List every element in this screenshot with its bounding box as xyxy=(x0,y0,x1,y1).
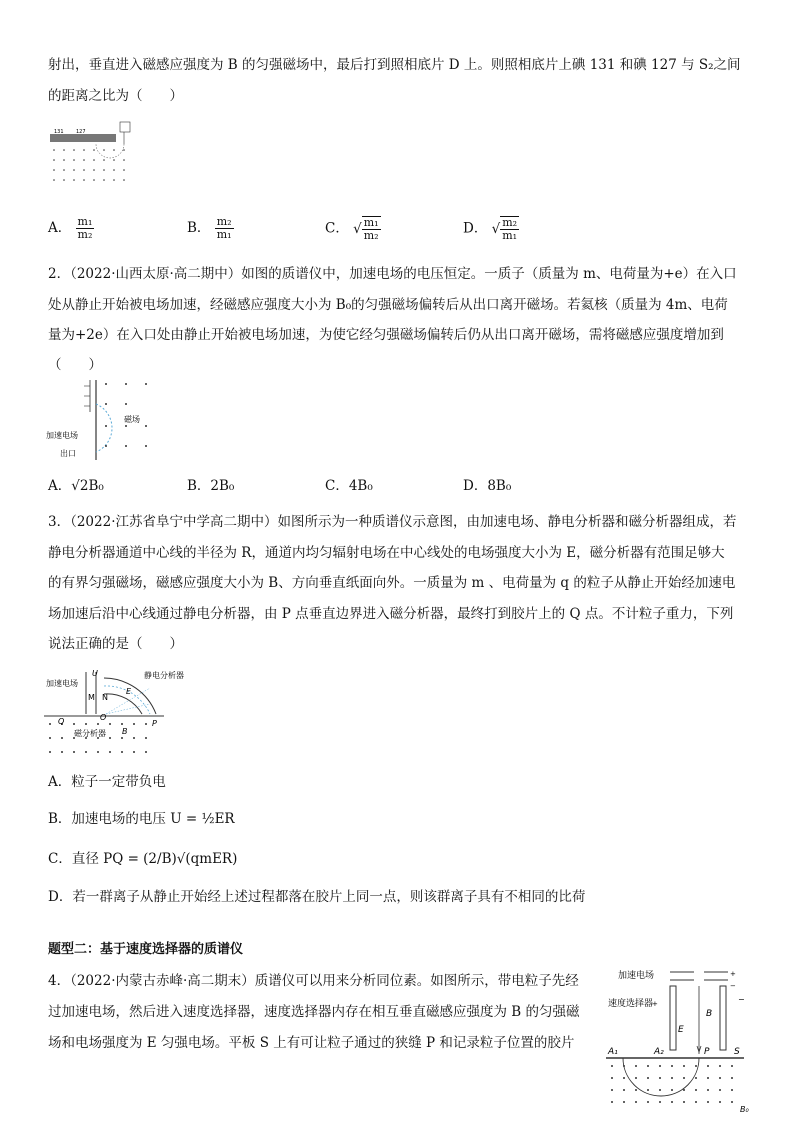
q2-line-4: （ ） xyxy=(48,357,102,373)
q3-label-mag: 磁分析器 xyxy=(74,729,106,738)
q4-label-s: S xyxy=(734,1047,740,1057)
q4-label-accel: 加速电场 xyxy=(618,971,655,981)
q2-option-a[interactable]: A．√2B₀ xyxy=(48,478,104,494)
q3-label-static: 静电分析器 xyxy=(144,671,184,680)
q2-option-d[interactable]: D．8B₀ xyxy=(463,478,512,494)
q2-line-3: 量为+2e）在入口处由静止开始被电场加速，为使它经匀强磁场偏转后仍从出口离开磁场，需将磁感应强度增加到 xyxy=(48,327,724,343)
q3-label-m: M xyxy=(88,693,95,702)
q1-option-d[interactable]: D． √ $\frac{\text{m₂}}{\text{m₁}}$ xyxy=(463,216,518,242)
q3-figure xyxy=(44,664,194,762)
section-heading: 题型二：基于速度选择器的质谱仪 xyxy=(48,942,244,957)
q2-line-1: 2．（2022·山西太原·高二期中）如图的质谱仪中，加速电场的电压恒定。一质子（质量为 m、电荷量为+e）在入口 xyxy=(48,266,737,282)
q3-option-b[interactable]: B．加速电场的电压 U = ½ER xyxy=(48,811,235,827)
q3-label-e: E xyxy=(126,687,132,696)
q4-label-selector: 速度选择器 xyxy=(608,999,654,1009)
q2-figure xyxy=(44,376,164,462)
q2-line-2: 处从静止开始被电场加速，经磁感应强度大小为 B₀的匀强磁场偏转后从出口离开磁场。若氦核（质量为 4m、电荷 xyxy=(48,297,728,313)
q1-label-127: 127 xyxy=(76,129,86,135)
q3-line-3: 的有界匀强磁场，磁感应强度大小为 B、方向垂直纸面向外。一质量为 m 、电荷量为 q 的粒子从静止开始经加速电 xyxy=(48,575,736,591)
q4-plus-top: + xyxy=(730,970,736,978)
q3-label-b: B xyxy=(122,727,128,736)
q4-label-b0: B₀ xyxy=(740,1105,749,1114)
q1-figure xyxy=(48,120,138,186)
q4-label-a1: A₁ xyxy=(608,1047,618,1057)
q4-plus-side: + xyxy=(652,1000,658,1008)
q3-line-1: 3．（2022·江苏省阜宁中学高二期中）如图所示为一种质谱仪示意图，由加速电场、静电分析器和磁分析器组成，若 xyxy=(48,514,737,530)
q4-label-e: E xyxy=(678,1025,684,1035)
q2-option-c[interactable]: C．4B₀ xyxy=(325,478,373,494)
q3-line-5: 说法正确的是（ ） xyxy=(48,636,183,652)
q3-line-4: 场加速后沿中心线通过静电分析器，由 P 点垂直边界进入磁分析器，最终打到胶片上的 Q 点。不计粒子重力，下列 xyxy=(48,606,734,622)
q3-option-c[interactable]: C．直径 PQ = (2/B)√(qmER) xyxy=(48,851,238,867)
q3-label-o: O xyxy=(100,713,107,722)
q1-line-2: 的距离之比为（ ） xyxy=(48,88,183,104)
q3-label-p: P xyxy=(152,719,157,728)
q4-label-b: B xyxy=(706,1009,713,1019)
q4-label-a2: A₂ xyxy=(654,1047,664,1057)
q2-label-field: 磁场 xyxy=(124,415,140,424)
q3-label-accel: 加速电场 xyxy=(46,679,78,688)
q3-line-2: 静电分析器通道中心线的半径为 R，通道内均匀辐射电场在中心线处的电场强度大小为 E，磁分析器有范围足够大 xyxy=(48,545,725,561)
q2-label-accel: 加速电场 xyxy=(46,431,78,440)
q4-line-3: 场和电场强度为 E 匀强电场。平板 S 上有可让粒子通过的狭缝 P 和记录粒子位置的胶片 xyxy=(48,1035,575,1051)
q4-minus-top: − xyxy=(730,982,736,990)
q1-label-131: 131 xyxy=(54,129,64,135)
q1-option-a[interactable]: A． $\frac{\text{m₁}}{\text{m₂}}$ xyxy=(48,215,93,241)
q3-label-n: N xyxy=(102,693,108,702)
q4-line-1: 4．（2022·内蒙古赤峰·高二期末）质谱仪可以用来分析同位素。如图所示，带电粒子先经 xyxy=(48,973,579,989)
q4-label-p: P xyxy=(704,1047,710,1057)
q2-label-exit: 出口 xyxy=(60,449,76,458)
q1-option-c[interactable]: C． √ $\frac{\text{m₁}}{\text{m₂}}$ xyxy=(325,216,379,242)
q4-line-2: 过加速电场，然后进入速度选择器，速度选择器内存在相互垂直磁感应强度为 B 的匀强磁 xyxy=(48,1004,580,1020)
q4-minus-side: − xyxy=(738,995,745,1004)
q3-option-d[interactable]: D．若一群离子从静止开始经上述过程都落在胶片上同一点，则该群离子具有不相同的比荷 xyxy=(48,889,586,905)
q3-label-u: U xyxy=(92,669,98,678)
q1-line-1: 射出，垂直进入磁感应强度为 B 的匀强磁场中，最后打到照相底片 D 上。则照相底片上碘 131 和碘 127 与 S₂之间 xyxy=(48,57,741,73)
q4-figure xyxy=(604,966,754,1118)
q3-option-a[interactable]: A．粒子一定带负电 xyxy=(48,774,166,790)
q2-option-b[interactable]: B．2B₀ xyxy=(187,478,235,494)
q1-option-b[interactable]: B． $\frac{\text{m₂}}{\text{m₁}}$ xyxy=(187,215,232,241)
q3-label-q: Q xyxy=(58,717,65,726)
